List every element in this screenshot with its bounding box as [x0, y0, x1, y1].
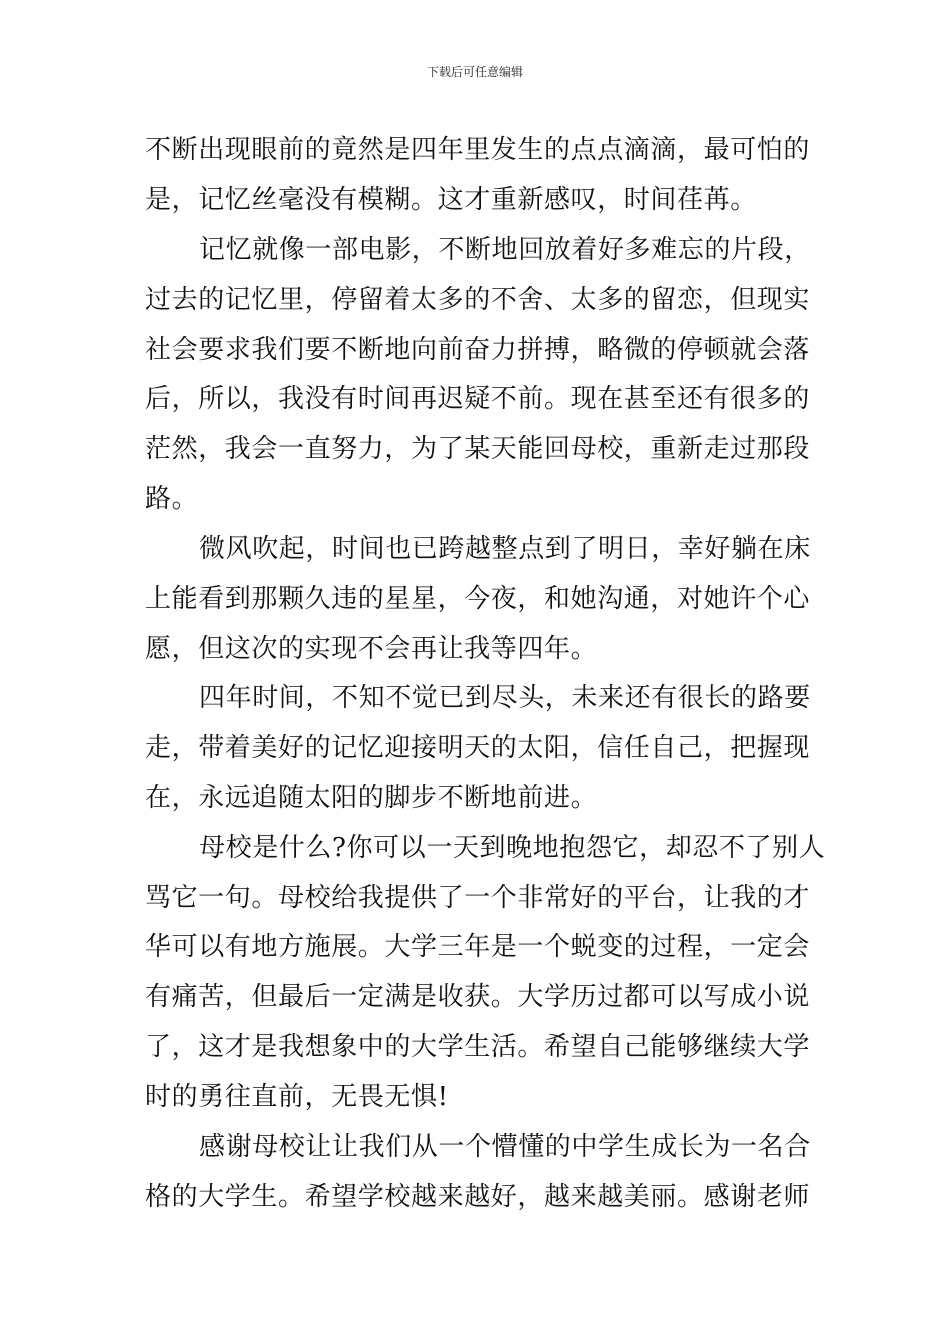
text-line: 走，带着美好的记忆迎接明天的太阳，信任自己，把握现: [145, 733, 811, 763]
text-line: 社会要求我们要不断地向前奋力拼搏，略微的停顿就会落: [145, 335, 811, 365]
text-line: 了，这才是我想象中的大学生活。希望自己能够继续大学: [145, 1032, 811, 1062]
page-header: 下载后可任意编辑: [426, 65, 523, 79]
text-line: 有痛苦，但最后一定满是收获。大学历过都可以写成小说: [145, 982, 811, 1012]
paragraph-first-line: 记忆就像一部电影，不断地回放着好多难忘的片段，: [199, 235, 811, 265]
text-line: 不断出现眼前的竟然是四年里发生的点点滴滴，最可怕的: [145, 135, 811, 165]
text-line: 华可以有地方施展。大学三年是一个蜕变的过程，一定会: [145, 932, 811, 962]
text-line: 时的勇往直前，无畏无惧!: [145, 1082, 449, 1112]
paragraph-first-line: 微风吹起，时间也已跨越整点到了明日，幸好躺在床: [199, 534, 811, 564]
text-line: 后，所以，我没有时间再迟疑不前。现在甚至还有很多的: [145, 384, 811, 414]
text-line: 过去的记忆里，停留着太多的不舍、太多的留恋，但现实: [145, 285, 811, 315]
paragraph-first-line: 母校是什么?你可以一天到晚地抱怨它，却忍不了别人: [199, 833, 826, 863]
paragraph-first-line: 感谢母校让让我们从一个懵懂的中学生成长为一名合: [199, 1132, 811, 1162]
text-line: 是，记忆丝毫没有模糊。这才重新感叹，时间荏苒。: [145, 185, 757, 215]
text-line: 路。: [145, 484, 199, 514]
text-line: 骂它一句。母校给我提供了一个非常好的平台，让我的才: [145, 883, 811, 913]
text-line: 茫然，我会一直努力，为了某天能回母校，重新走过那段: [145, 434, 811, 464]
paragraph-first-line: 四年时间，不知不觉已到尽头，未来还有很长的路要: [199, 683, 811, 713]
text-line: 上能看到那颗久违的星星，今夜，和她沟通，对她许个心: [145, 584, 811, 614]
text-line: 在，永远追随太阳的脚步不断地前进。: [145, 783, 598, 813]
text-line: 愿，但这次的实现不会再让我等四年。: [145, 634, 598, 664]
text-line: 格的大学生。希望学校越来越好，越来越美丽。感谢老师: [145, 1182, 811, 1212]
